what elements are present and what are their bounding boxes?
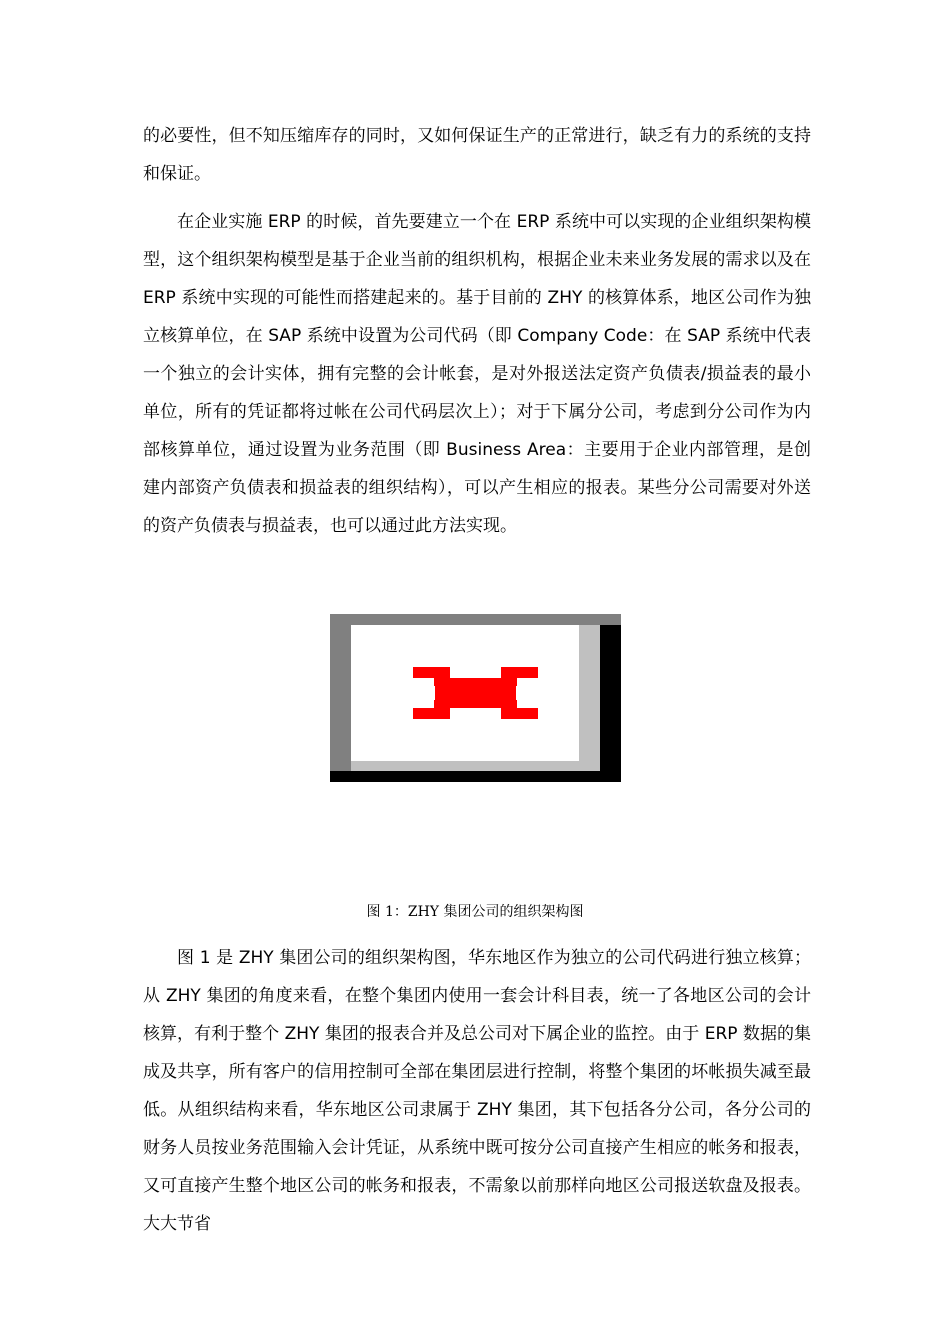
figure-caption: 图 1：ZHY 集团公司的组织架构图 (366, 904, 584, 920)
figure-frame-shadow-bottom (330, 771, 621, 782)
paragraph-2: 在企业实施 ERP 的时候，首先要建立一个在 ERP 系统中可以实现的企业组织架构模型，这个组织架构模型是基于企业当前的组织机构，根据企业未来业务发展的需求以及在 ERP 系统中实现的可能性而搭建起来的。基于目前的 ZHY 的核算体系，地区公司作为独立核算单位，在 SAP 系统中设置为公司代码（即 Company Code：在 SAP 系统中代表一个独立的会计实体，拥有完整的会计帐套，是对外报送法定资产负债表/损益表的最小单位，所有的凭证都将过帐在公司代码层次上）；对于下属分公司，考虑到分公司作为内部核算单位，通过设置为业务范围（即 Business Area：主要用于企业内部管理，是创建内部资产负债表和损益表的组织结构），可以产生相应的报表。某些分公司需要对外送的资产负债表与损益表，也可以通过此方法实现。 (143, 212, 811, 536)
org-chart-figure-placeholder (330, 614, 621, 782)
paragraph-3: 图 1 是 ZHY 集团公司的组织架构图，华东地区作为独立的公司代码进行独立核算；从 ZHY 集团的角度来看，在整个集团内使用一套会计科目表，统一了各地区公司的会计核算，有利于整个 ZHY 集团的报表合并及总公司对下属企业的监控。由于 ERP 数据的集成及共享，所有客户的信用控制可全部在集团层进行控制，将整个集团的坏帐损失减至最低。从组织结构来看，华东地区公司隶属于 ZHY 集团，其下包括各分公司，各分公司的财务人员按业务范围输入会计凭证，从系统中既可按分公司直接产生相应的帐务和报表，又可直接产生整个地区公司的帐务和报表，不需象以前那样向地区公司报送软盘及报表。大大节省 (143, 948, 811, 1234)
broken-image-icon (413, 667, 538, 723)
paragraph-1: 的必要性，但不知压缩库存的同时，又如何保证生产的正常进行，缺乏有力的系统的支持和保证。 (143, 126, 811, 184)
figure-frame-shadow-right (600, 625, 621, 782)
